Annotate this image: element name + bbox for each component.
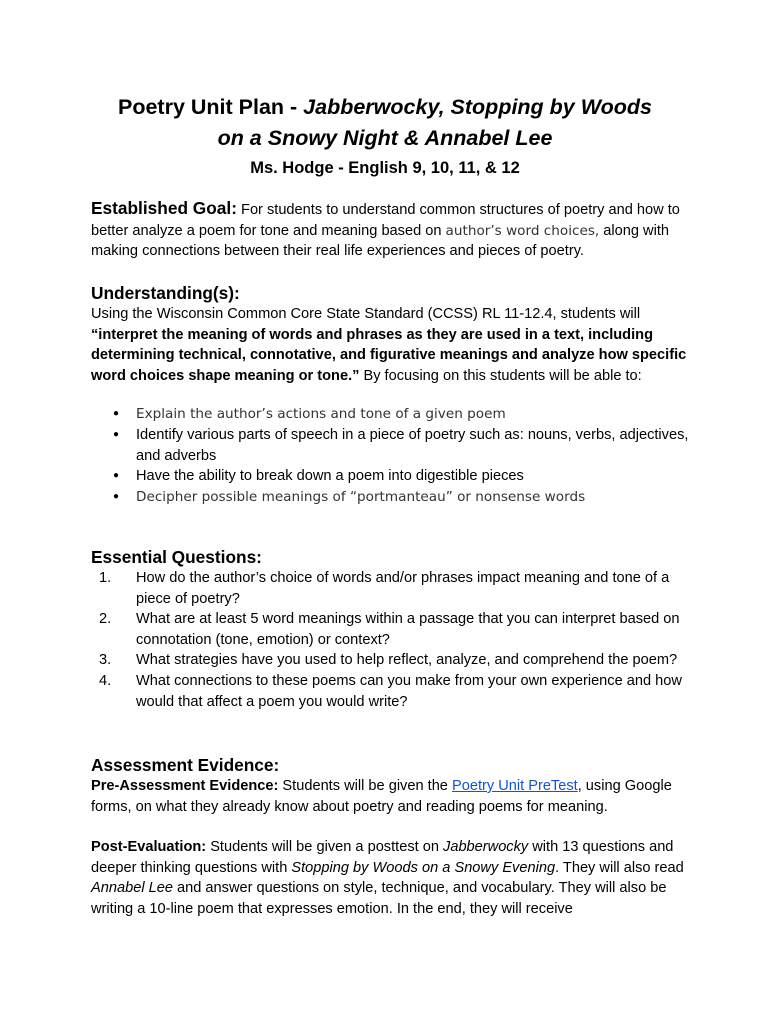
understanding-section [91, 282, 691, 507]
list-item: ● Explain the author’s actions and tone of a given poem [91, 404, 691, 425]
understanding-heading: Understanding(s): [91, 283, 240, 303]
list-item: 1. How do the author’s choice of words and/or phrases impact meaning and tone of a piece of poetry? [99, 570, 670, 607]
list-item: ● Identify various parts of speech in a piece of poetry such as: nouns, verbs, adjectives, and adverbs [91, 425, 691, 466]
list-item: 4. What connections to these poems can you make from your own experience and how would that affect a poem you would write? [99, 672, 682, 710]
title-italic-line1: Jabberwocky, Stopping by Woods [303, 95, 652, 119]
poetry-unit-pretest-link[interactable]: Poetry Unit PreTest [451, 778, 578, 794]
pre-assessment-label: Pre-Assessment Evidence: [91, 778, 279, 794]
title-prefix: Poetry Unit Plan - [118, 95, 304, 119]
goal-text-b: author’s word choices, [445, 222, 600, 239]
goal-heading: Established Goal: [91, 198, 237, 218]
essential-questions-list [91, 568, 691, 712]
understanding-outro: By focusing on this students will be able to: [359, 367, 642, 384]
assessment-section [91, 754, 691, 920]
essential-questions-section [91, 546, 691, 712]
list-item: ● Have the ability to break down a poem into digestible pieces [91, 466, 691, 487]
goal-section [91, 198, 691, 262]
title-block [60, 92, 710, 180]
page-subtitle: Ms. Hodge - English 9, 10, 11, & 12 [250, 159, 520, 177]
post-evaluation-label: Post-Evaluation: [91, 839, 207, 856]
ccss-quote: “interpret the meaning of words and phrases as they are used in a text, including determining technical, connotative, and figurative meanings and analyze how specific word choices shape meaning or tone.” [91, 326, 687, 384]
post-evaluation-paragraph: Post-Evaluation: Students will be given a posttest on Jabberwocky with 13 questions and deeper thinking questions with Stopping by Woods on a Snowy Evening. They will also read Annabel Lee and answer questions on style, technique, and vocabulary. They will also be writing a 10-line poem that expresses emotion. In the end, they will receive [91, 839, 684, 917]
list-item: 3. What strategies have you used to help reflect, analyze, and comprehend the poem? [99, 652, 678, 669]
pre-assessment-paragraph: Pre-Assessment Evidence: Students will be given the Poetry Unit PreTest, using Google forms, on what they already know about poetry and reading poems for meaning. [91, 778, 672, 815]
title-italic-line2: on a Snowy Night & Annabel Lee [217, 126, 553, 150]
page-title [60, 92, 710, 154]
understanding-paragraph [91, 304, 691, 386]
assessment-heading: Assessment Evidence: [91, 755, 280, 775]
goal-text-c: along with making connections between their real life experiences and pieces of poetry. [91, 222, 670, 260]
objectives-list [91, 404, 691, 507]
goal-text-a: For students to understand common structures of poetry and how to better analyze a poem for tone and meaning based on [91, 202, 680, 239]
essential-questions-heading: Essential Questions: [91, 547, 262, 567]
understanding-intro: Using the Wisconsin Common Core State Standard (CCSS) RL 11-12.4, students will [91, 306, 641, 322]
list-item: ● Decipher possible meanings of “portmanteau” or nonsense words [91, 487, 691, 508]
list-item: 2. What are at least 5 word meanings within a passage that you can interpret based on connotation (tone, emotion) or context? [99, 611, 680, 648]
